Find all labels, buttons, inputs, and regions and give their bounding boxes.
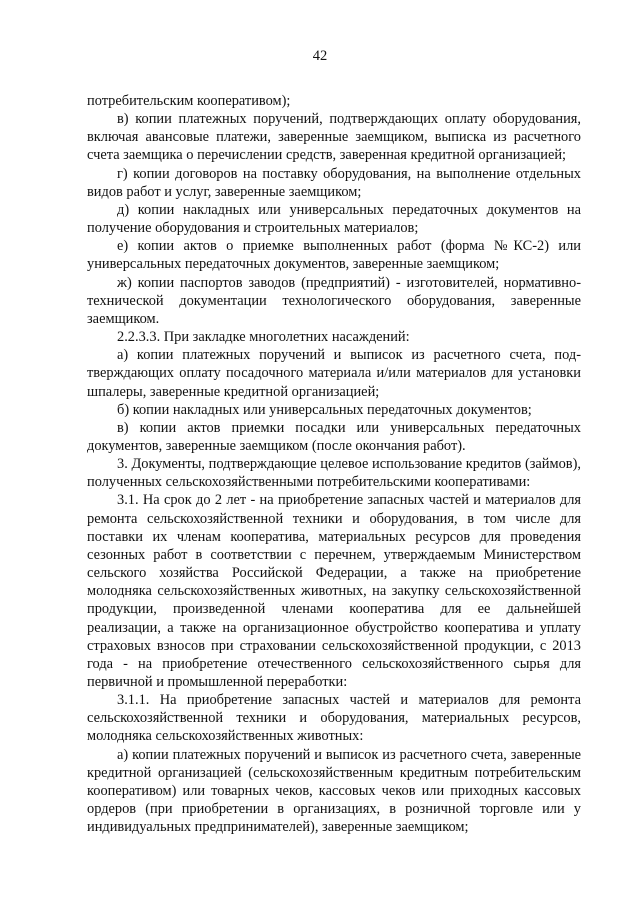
document-body (87, 92, 581, 836)
page-number: 42 (312, 48, 328, 64)
paragraph-item-zh: ж) копии паспортов заводов (предприятий) - изготовителей, нормативно-технической документации технологического оборудования, заверенные заемщиком. (87, 274, 581, 327)
paragraph-item-a-2: а) копии платежных поручений и выписок из расчетного счета, заверенные кредитной организацией (сельскохозяйственным кредитным потребительским кооперативом) или товарных чеков, кассовых чеков или приходных кассовых ордеров (при приобретении в организациях, в розничной торговле или у индивидуальных предпринимателей), заверенные заемщиком; (87, 746, 581, 836)
paragraph-item-a: а) копии платежных поручений и выписок из расчетного счета, подтверждающих оплату посадочного материала и/или материалов для установки шпалеры, заверенные кредитной организацией; (87, 347, 581, 400)
paragraph-section-3-1: 3.1. На срок до 2 лет - на приобретение запасных частей и материалов для ремонта сельскохозяйственной техники и оборудования, в том числе для поставки их членам кооператива, материальных ресурсов для проведения сезонных работ в соответствии с перечнем, утверждаемым Министерством сельского хозяйства Российской Федерации, а также на приобретение молодняка сельскохозяйственных животных, на закупку сельскохозяйственной продукции, произведенной членами кооператива для ее дальнейшей реализации, а также на организационное обустройство кооператива и уплату страховых взносов при страховании сельскохозяйственной продукции, с 2013 года - на приобретение отечественного сельскохозяйственного сырья для первичной и промышленной переработки: (87, 492, 581, 690)
paragraph-section-3: 3. Документы, подтверждающие целевое использование кредитов (займов), полученных сельскохозяйственными потребительскими кооперативами: (87, 456, 581, 491)
paragraph-continuation: потребительским кооперативом); (87, 93, 291, 109)
paragraph-item-e: е) копии актов о приемке выполненных работ (форма №КС-2) или универсальных передаточных документов, заверенные заемщиком; (87, 238, 581, 273)
paragraph-section-2-2-3-3: 2.2.3.3. При закладке многолетних насаждений: (117, 329, 410, 346)
paragraph-item-d: д) копии накладных или универсальных передаточных документов на получение оборудования и строительных материалов; (87, 201, 581, 237)
paragraph-item-v: в) копии платежных поручений, подтверждающих оплату оборудования, включая авансовые платежи, заверенные заемщиком, выписка из расчетного счета заемщика о перечислении средств, заверенная кредитной организацией; (87, 111, 581, 164)
paragraph-item-b: б) копии накладных или универсальных передаточных документов; (117, 401, 532, 418)
paragraph-item-v-2: в) копии актов приемки посадки или универсальных передаточных документов, заверенные заемщиком (после окончания работ). (87, 419, 581, 454)
paragraph-item-g: г) копии договоров на поставку оборудования, на выполнение отдельных видов работ и услуг, заверенные заемщиком; (87, 165, 581, 200)
paragraph-section-3-1-1: 3.1.1. На приобретение запасных частей и материалов для ремонта сельскохозяйственной техники и оборудования, материальных ресурсов, молодняка сельскохозяйственных животных: (87, 692, 581, 745)
